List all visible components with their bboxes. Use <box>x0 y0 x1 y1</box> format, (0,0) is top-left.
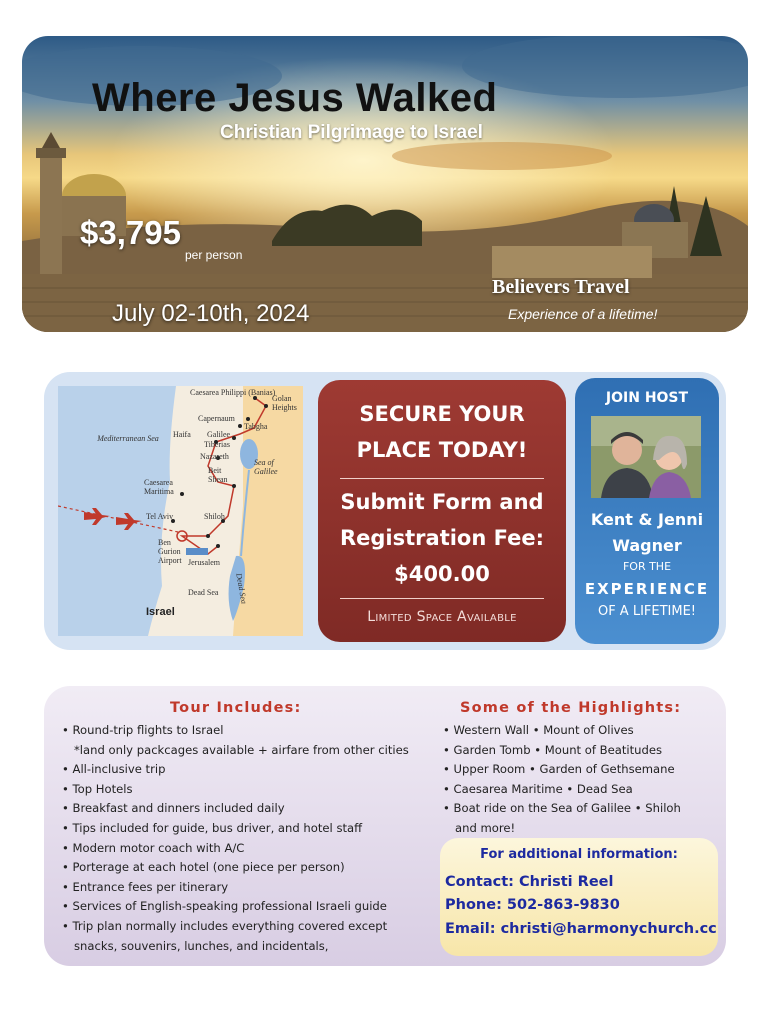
list-item: • Top Hotels <box>62 781 133 796</box>
cta-heading-line1: SECURE YOUR <box>359 402 525 426</box>
contact-heading: For additional information: <box>480 847 678 862</box>
tour-includes-list <box>62 721 409 956</box>
israel-route-map <box>58 386 303 636</box>
tour-includes-title: Tour Includes: <box>170 700 302 716</box>
limited-space-note: Limited Space Available <box>367 609 517 625</box>
registration-fee: $400.00 <box>394 562 490 586</box>
highlights-list <box>443 721 681 839</box>
list-item: • Modern motor coach with A/C <box>62 840 245 855</box>
list-item: • Tips included for guide, bus driver, and hotel staff <box>62 820 363 835</box>
list-item: • Services of English-speaking professional Israeli guide <box>62 899 387 914</box>
cta-body-line2: Registration Fee: <box>339 526 544 550</box>
list-item: • Boat ride on the Sea of Galilee • Shiloh <box>443 801 681 816</box>
map-label-golan-heights: Golan Heights <box>272 394 297 412</box>
map-label-capernaum: Capernaum <box>198 414 235 423</box>
brand-tagline: Experience of a lifetime! <box>508 306 658 322</box>
map-label-tel-aviv: Tel Aviv <box>146 512 174 521</box>
host-lifetime: OF A LIFETIME! <box>597 604 697 619</box>
map-label-galilee: Galilee <box>207 430 231 439</box>
map-label-haifa: Haifa <box>173 430 191 439</box>
list-item: • Breakfast and dinners included daily <box>62 801 285 816</box>
contact-email[interactable]: Email: christi@harmonychurch.cc <box>445 921 717 937</box>
trip-dates: July 02-10th, 2024 <box>112 300 310 327</box>
trip-price: $3,795 <box>80 214 181 251</box>
list-item: and more! <box>455 820 516 835</box>
map-label-dead-sea: Dead Sea <box>188 588 219 597</box>
host-name-line2: Wagner <box>612 536 682 555</box>
host-card <box>575 378 719 644</box>
host-name-line1: Kent & Jenni <box>590 510 704 529</box>
contact-name: Contact: Christi Reel <box>445 874 614 890</box>
map-label-mediterranean: Mediterranean Sea <box>97 434 159 443</box>
cta-heading-line2: PLACE TODAY! <box>356 438 528 462</box>
list-item: • Western Wall • Mount of Olives <box>443 723 634 737</box>
list-item: snacks, souvenirs, lunches, and incidentals, <box>74 938 329 953</box>
registration-callout <box>318 380 566 642</box>
hero-subtitle: Christian Pilgrimage to Israel <box>220 122 483 143</box>
list-item: • Entrance fees per itinerary <box>62 879 229 894</box>
map-label-tiberias: Tiberias <box>204 440 230 449</box>
hero-banner <box>22 36 748 332</box>
cta-body-line1: Submit Form and <box>340 490 544 514</box>
map-label-sea-of-galilee: Sea of Galilee <box>254 458 278 476</box>
host-photo <box>591 416 701 498</box>
host-join-label: JOIN HOST <box>605 390 689 406</box>
host-photo-graphic <box>591 416 701 498</box>
list-item: • All-inclusive trip <box>62 762 166 777</box>
contact-phone[interactable]: Phone: 502-863-9830 <box>445 897 620 913</box>
map-label-caesarea-maritima: Caesarea Maritima <box>144 478 174 496</box>
cta-divider-bottom <box>340 598 544 599</box>
list-item: *land only packcages available + airfare from other cities <box>74 742 409 757</box>
list-item: • Upper Room • Garden of Gethsemane <box>443 762 675 777</box>
map-label-israel: Israel <box>146 606 175 618</box>
list-item: • Porterage at each hotel (one piece per person) <box>62 860 345 875</box>
map-label-nazareth: Nazareth <box>200 452 229 461</box>
host-experience: EXPERIENCE <box>584 580 710 598</box>
map-label-ben-gurion-airport: Ben Gurion Airport <box>158 538 182 565</box>
cta-divider-top <box>340 478 544 479</box>
list-item: • Trip plan normally includes everything covered except <box>62 918 388 933</box>
contact-box <box>440 838 718 956</box>
brand-name: Believers Travel <box>492 276 630 298</box>
list-item: • Round-trip flights to Israel <box>62 723 224 737</box>
map-label-dead-sea-water: Dead Sea <box>234 572 249 605</box>
price-note: per person <box>185 248 243 262</box>
list-item: • Garden Tomb • Mount of Beatitudes <box>443 742 663 757</box>
map-label-jerusalem: Jerusalem <box>188 558 220 567</box>
hero-title: Where Jesus Walked <box>92 76 498 120</box>
list-item: • Caesarea Maritime • Dead Sea <box>443 781 633 796</box>
map-label-shiloh: Shiloh <box>204 512 225 521</box>
highlights-title: Some of the Highlights: <box>460 700 682 716</box>
map-label-caesarea-philippi: Caesarea Philippi (Banias) <box>190 388 276 397</box>
host-for-the: FOR THE <box>622 560 672 573</box>
map-label-tabgha: Tabgha <box>244 422 268 431</box>
map-label-beit-shean: Beit Shean <box>208 466 228 484</box>
